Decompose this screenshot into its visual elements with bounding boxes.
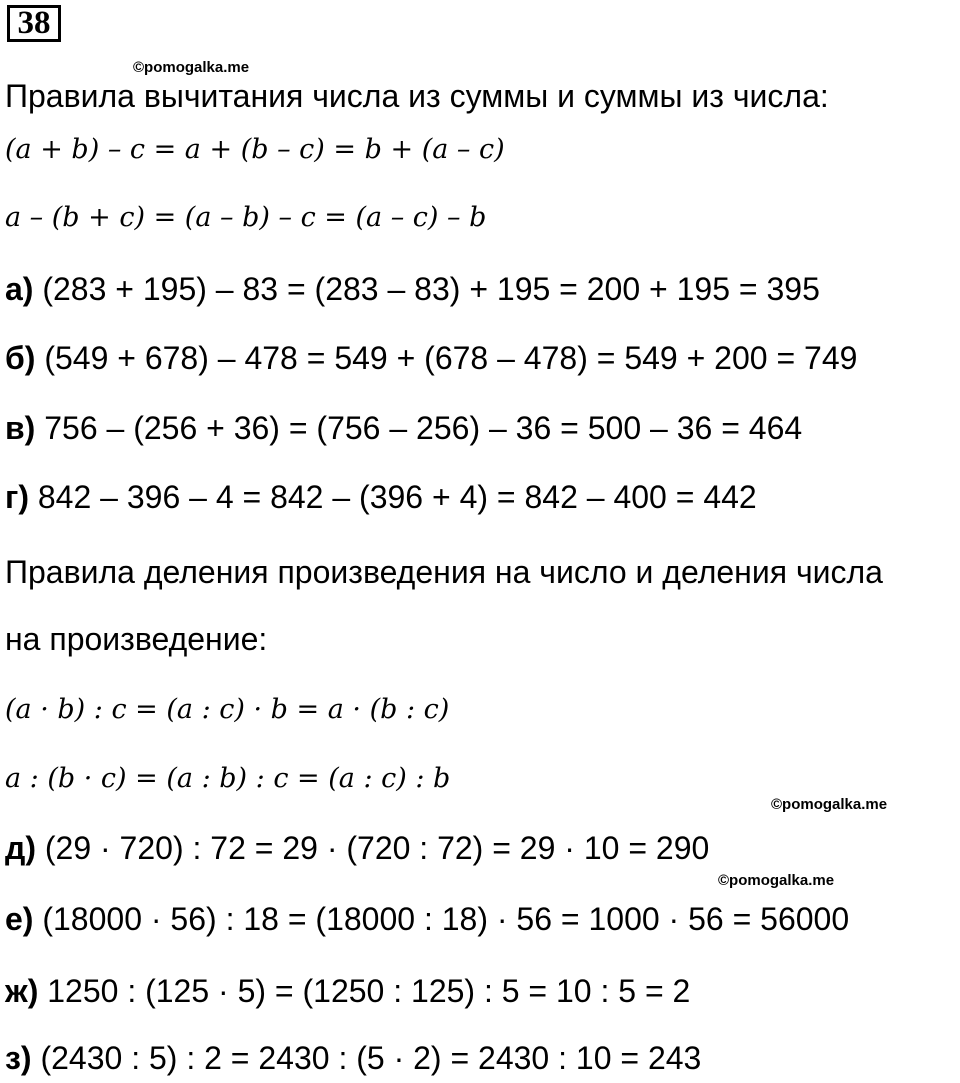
- item-text: 1250 : (125 · 5) = (1250 : 125) : 5 = 10 : 5 = 2: [38, 973, 691, 1009]
- item-v: [5, 410, 802, 447]
- watermark: ©pomogalka.me: [133, 59, 250, 76]
- task-number: 38: [7, 5, 61, 42]
- item-g: [5, 479, 757, 516]
- item-text: (283 + 195) – 83 = (283 – 83) + 195 = 200 + 195 = 395: [33, 271, 820, 307]
- item-label: з): [5, 1040, 32, 1076]
- item-label: а): [5, 271, 34, 307]
- division-formula-1: (a · b) : c = (a : c) · b = a · (b : c): [5, 694, 450, 725]
- section2-heading-line1: Правила деления произведения на число и деления числа: [5, 554, 883, 590]
- division-formula-2: a : (b · c) = (a : b) : c = (a : c) : b: [5, 763, 451, 794]
- item-zh: [5, 973, 690, 1010]
- item-text: 756 – (256 + 36) = (756 – 256) – 36 = 500 – 36 = 464: [35, 410, 803, 446]
- watermark: ©pomogalka.me: [771, 796, 888, 813]
- item-z: [5, 1040, 701, 1077]
- item-label: ж): [5, 973, 39, 1009]
- item-b: [5, 340, 857, 377]
- section2-heading-line2: на произведение:: [5, 621, 268, 657]
- item-d: [5, 830, 709, 867]
- item-label: е): [5, 901, 34, 937]
- subtraction-formula-2: a – (b + c) = (a – b) – c = (a – c) – b: [5, 202, 487, 233]
- item-text: 842 – 396 – 4 = 842 – (396 + 4) = 842 – 400 = 442: [28, 479, 757, 515]
- item-a: [5, 271, 820, 308]
- item-text: (18000 · 56) : 18 = (18000 : 18) · 56 = 1000 · 56 = 56000: [33, 901, 850, 937]
- item-label: б): [5, 340, 36, 376]
- item-text: (29 · 720) : 72 = 29 · (720 : 72) = 29 · 10 = 290: [35, 830, 710, 866]
- section1-heading: Правила вычитания числа из суммы и суммы из числа:: [5, 78, 829, 114]
- item-label: д): [5, 830, 36, 866]
- item-text: (2430 : 5) : 2 = 2430 : (5 · 2) = 2430 : 10 = 243: [31, 1040, 702, 1076]
- watermark: ©pomogalka.me: [718, 872, 835, 889]
- item-text: (549 + 678) – 478 = 549 + (678 – 478) = 549 + 200 = 749: [35, 340, 858, 376]
- item-e: [5, 901, 849, 938]
- item-label: г): [5, 479, 29, 515]
- subtraction-formula-1: (a + b) – c = a + (b – c) = b + (a – c): [5, 134, 505, 165]
- item-label: в): [5, 410, 36, 446]
